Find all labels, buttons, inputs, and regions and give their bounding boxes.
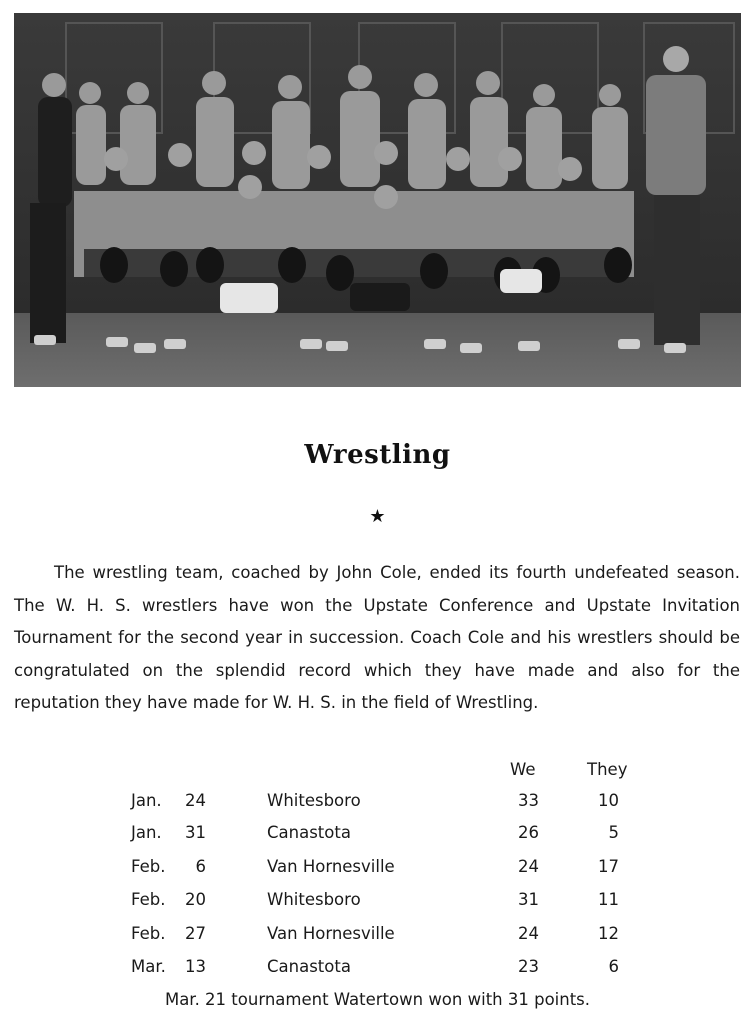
row-opponent: Van Hornesville [267, 924, 395, 943]
row-score-they: 10 [598, 791, 619, 810]
row-month: Jan. [131, 823, 162, 842]
row-score-we: 24 [518, 924, 539, 943]
row-opponent: Whitesboro [267, 791, 361, 810]
row-day: 24 [185, 791, 206, 810]
star-ornament: ★ [369, 506, 386, 527]
row-month: Jan. [131, 791, 162, 810]
row-score-they: 5 [608, 823, 619, 842]
row-day: 27 [185, 924, 206, 943]
row-month: Feb. [131, 924, 166, 943]
row-score-they: 6 [608, 957, 619, 976]
team-photo [14, 13, 741, 387]
row-opponent: Van Hornesville [267, 857, 395, 876]
row-opponent: Canastota [267, 823, 351, 842]
row-opponent: Whitesboro [267, 890, 361, 909]
row-month: Mar. [131, 957, 166, 976]
col-header-they: They [587, 760, 628, 779]
row-day: 6 [195, 857, 206, 876]
row-day: 31 [185, 823, 206, 842]
row-month: Feb. [131, 857, 166, 876]
row-month: Feb. [131, 890, 166, 909]
description-paragraph: The wrestling team, coached by John Cole, ended its fourth undefeated season. The W. H. S. wrestlers have won the Upstate Conference and Upstate Invitation Tournament for the second year in succession. Coach Cole and his wrestlers should be congratulated on the splendid record which they have made and also for the reputation they have made for W. H. S. in the field of Wrestling. [14, 563, 740, 713]
row-day: 20 [185, 890, 206, 909]
row-score-we: 24 [518, 857, 539, 876]
row-day: 13 [185, 957, 206, 976]
team-photo-illustration [14, 13, 741, 387]
row-score-we: 23 [518, 957, 539, 976]
row-score-we: 33 [518, 791, 539, 810]
row-score-they: 12 [598, 924, 619, 943]
page-title: Wrestling [304, 440, 451, 470]
row-score-they: 11 [598, 890, 619, 909]
row-score-we: 26 [518, 823, 539, 842]
tournament-note: Mar. 21 tournament Watertown won with 31 points. [164, 990, 591, 1009]
row-opponent: Canastota [267, 957, 351, 976]
row-score-they: 17 [598, 857, 619, 876]
col-header-we: We [510, 760, 536, 779]
row-score-we: 31 [518, 890, 539, 909]
